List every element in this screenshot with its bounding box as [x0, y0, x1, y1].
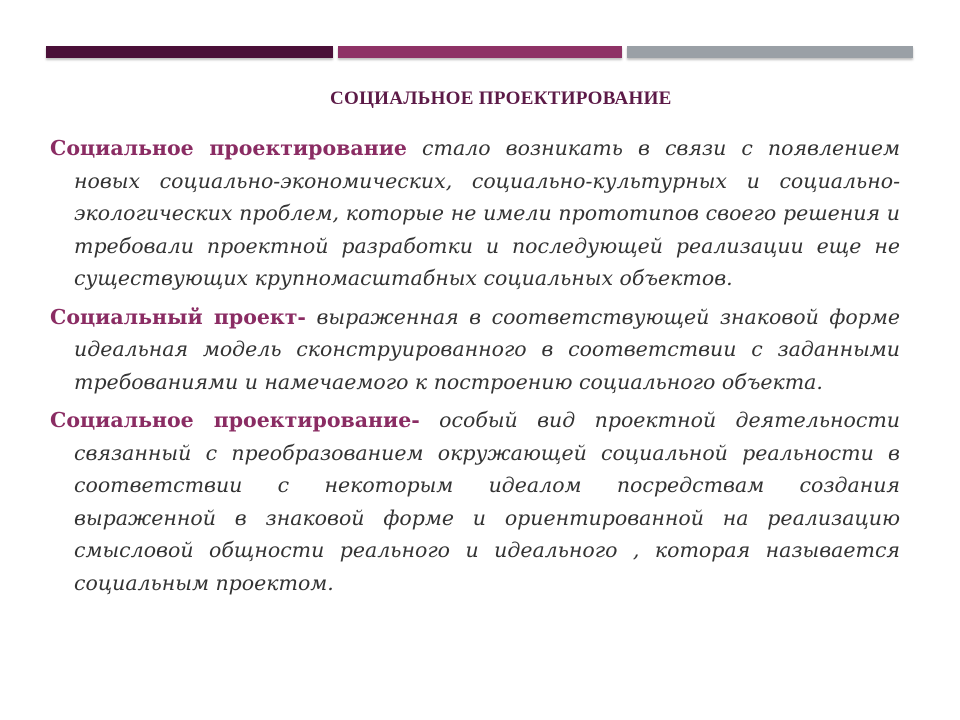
header-stripe-middle: [338, 46, 622, 58]
definition-social-design-activity: особый вид проектной деятельности связанный с преобразованием окружающей социальной реальности в соответствии с некоторым идеалом посредствам создания выраженной в знаковой форме и ориентированной на реализацию смысловой общности реального и идеального , которая называется социальным проектом.: [74, 408, 900, 595]
paragraph-social-project: [50, 301, 900, 399]
header-stripe-left: [46, 46, 333, 58]
slide-title: СОЦИАЛЬНОЕ ПРОЕКТИРОВАНИЕ: [330, 88, 672, 109]
term-social-project: Социальный проект-: [50, 304, 306, 329]
definition-social-project: выраженная в соответствующей знаковой форме идеальная модель сконструированного в соответствии с заданными требованиями и намечаемого к построению социального объекта.: [74, 304, 900, 394]
term-social-design-activity: Социальное проектирование-: [50, 408, 420, 432]
slide-body: [50, 132, 900, 605]
paragraph-social-design: [50, 132, 900, 295]
header-stripe-right: [627, 46, 913, 58]
paragraph-social-design-activity: [50, 404, 900, 599]
term-social-design: Социальное проектирование: [50, 136, 407, 160]
definition-social-design: стало возникать в связи с появлением новых социально-экономических, социально-культурных и социально-экологических проблем, которые не имели прототипов своего решения и требовали проектной разработки и последующей реализации еще не существующих крупномасштабных социальных объектов.: [74, 136, 901, 290]
